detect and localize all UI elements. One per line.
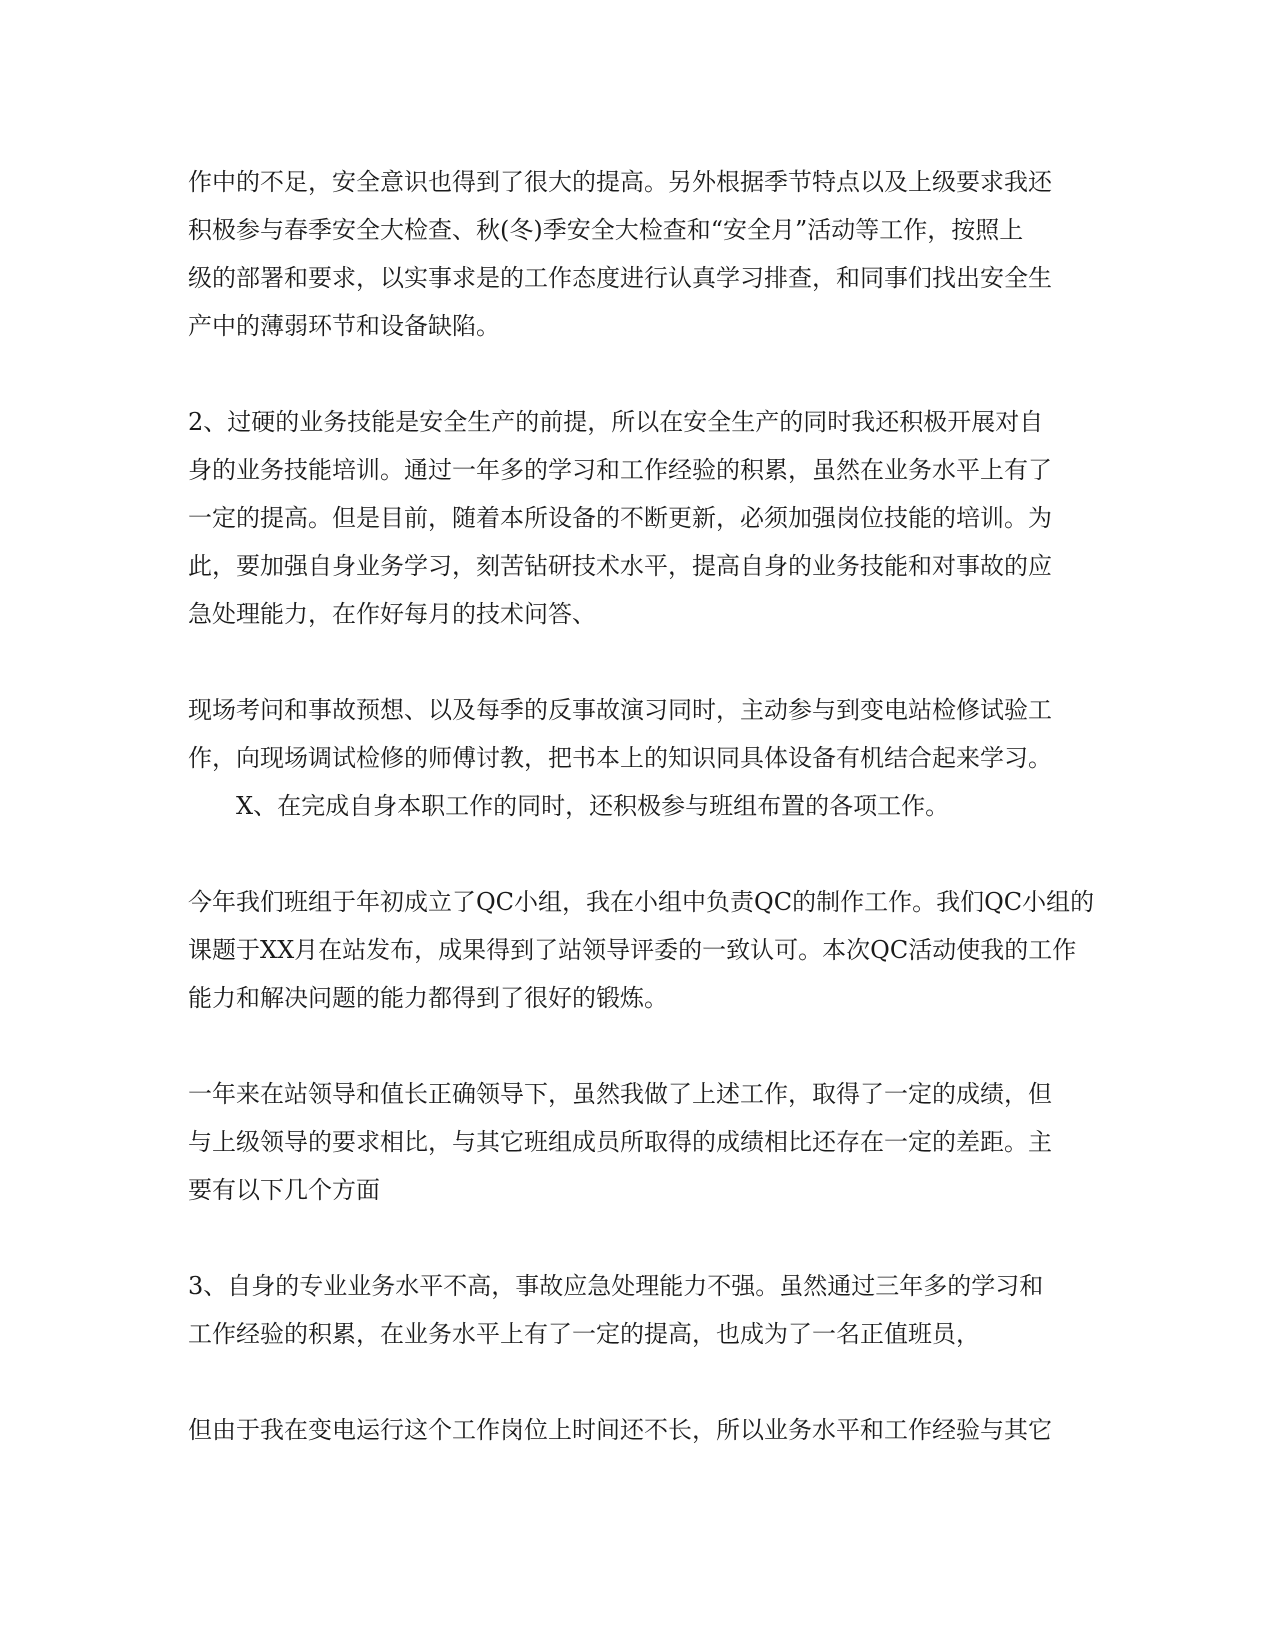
text-line: 但由于我在变电运行这个工作岗位上时间还不长，所以业务水平和工作经验与其它 [188, 1416, 1052, 1444]
text-line: 现场考问和事故预想、以及每季的反事故演习同时，主动参与到变电站检修试验工 [188, 696, 1052, 724]
text-line: 身的业务技能培训。通过一年多的学习和工作经验的积累，虽然在业务水平上有了 [188, 456, 1052, 484]
text-line: 此，要加强自身业务学习，刻苦钻研技术水平，提高自身的业务技能和对事故的应 [188, 552, 1052, 580]
text-line: 积极参与春季安全大检查、秋(冬)季安全大检查和“安全月”活动等工作，按照上 [188, 216, 1024, 244]
paragraph-team-work [188, 782, 1088, 830]
text-line: 急处理能力，在作好每月的技术问答、 [188, 600, 596, 628]
document-body [188, 158, 1095, 1454]
text-line: 与上级领导的要求相比，与其它班组成员所取得的成绩相比还存在一定的差距。主 [188, 1128, 1052, 1156]
text-line: X、在完成自身本职工作的同时，还积极参与班组布置的各项工作。 [236, 792, 950, 820]
text-line: 作中的不足，安全意识也得到了很大的提高。另外根据季节特点以及上级要求我还 [188, 168, 1052, 196]
text-line: 课题于XX月在站发布，成果得到了站领导评委的一致认可。本次QC活动使我的工作 [188, 936, 1077, 964]
text-line: 一年来在站领导和值长正确领导下，虽然我做了上述工作，取得了一定的成绩，但 [188, 1080, 1052, 1108]
text-line: 级的部署和要求，以实事求是的工作态度进行认真学习排查，和同事们找出安全生 [188, 264, 1052, 292]
text-line: 一定的提高。但是目前，随着本所设备的不断更新，必须加强岗位技能的培训。为 [188, 504, 1052, 532]
paragraph-field-practice [188, 686, 1088, 782]
paragraph-professional-level [188, 1262, 1088, 1358]
text-line: 2、过硬的业务技能是安全生产的前提，所以在安全生产的同时我还积极开展对自 [188, 408, 1044, 436]
paragraph-skills-training [188, 398, 1088, 638]
text-line: 能力和解决问题的能力都得到了很好的锻炼。 [188, 984, 668, 1012]
paragraph-experience [188, 1406, 1088, 1454]
text-line: 产中的薄弱环节和设备缺陷。 [188, 312, 500, 340]
text-line: 要有以下几个方面 [188, 1176, 380, 1204]
text-line: 工作经验的积累，在业务水平上有了一定的提高，也成为了一名正值班员， [188, 1320, 980, 1348]
paragraph-qc-group [188, 878, 1095, 1022]
paragraph-safety-awareness [188, 158, 1088, 350]
text-line: 今年我们班组于年初成立了QC小组，我在小组中负责QC的制作工作。我们QC小组的 [188, 888, 1095, 916]
paragraph-shortcomings [188, 1070, 1088, 1214]
text-line: 作，向现场调试检修的师傅讨教，把书本上的知识同具体设备有机结合起来学习。 [188, 744, 1052, 772]
text-line: 3、自身的专业业务水平不高，事故应急处理能力不强。虽然通过三年多的学习和 [188, 1272, 1044, 1300]
